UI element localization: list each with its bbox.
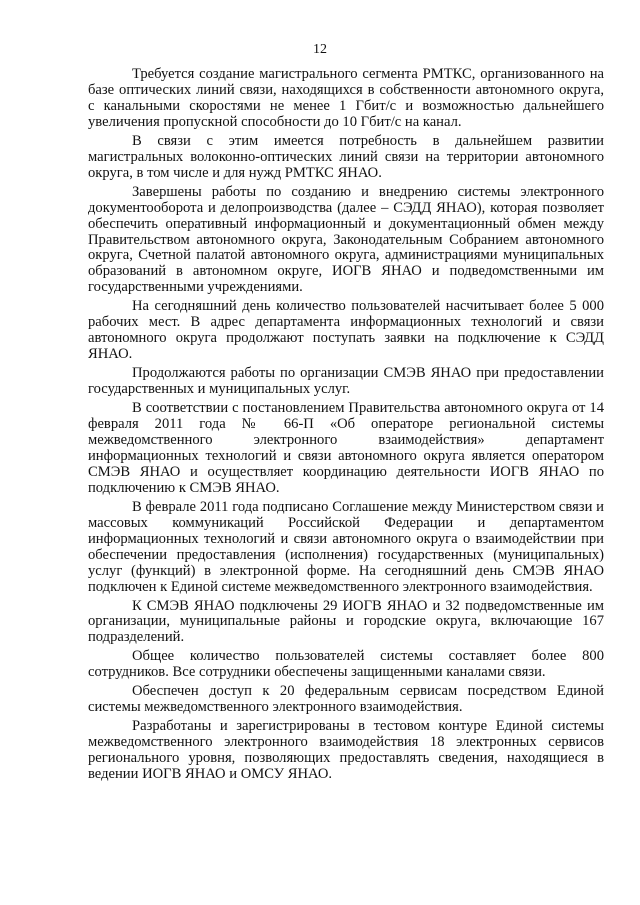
- paragraph: Продолжаются работы по организации СМЭВ ЯНАО при предоставлении государственных и муниципальных услуг.: [88, 365, 604, 398]
- paragraph: К СМЭВ ЯНАО подключены 29 ИОГВ ЯНАО и 32 подведомственные им организации, муниципальные районы и городские округа, включающие 167 подразделений.: [88, 597, 604, 646]
- page-number: 12: [313, 42, 327, 57]
- paragraph: Завершены работы по созданию и внедрению системы электронного документооборота и делопроизводства (далее – СЭДД ЯНАО), которая позволяет обеспечить оперативный информационный и документационный обмен между Правительством автономного округа, Законодательным Собранием автономного округа, Счетной палатой автономного округа, администрациями муниципальных образований в автономном округе, ИОГВ ЯНАО и подведомственными им государственными учреждениями.: [88, 183, 604, 296]
- paragraph: В связи с этим имеется потребность в дальнейшем развитии магистральных волоконно-оптических линий связи на территории автономного округа, в том числе и для нужд РМТКС ЯНАО.: [88, 132, 604, 181]
- paragraph: В соответствии с постановлением Правительства автономного округа от 14 февраля 2011 года № 66-П «Об операторе региональной системы межведомственного электронного взаимодействия» департамент информационных технологий и связи автономного округа является оператором СМЭВ ЯНАО и осуществляет координацию деятельности ИОГВ ЯНАО по подключению к СМЭВ ЯНАО.: [88, 400, 604, 496]
- paragraph: В феврале 2011 года подписано Соглашение между Министерством связи и массовых коммуникаций Российской Федерации и департаментом информационных технологий и связи автономного округа о взаимодействии при обеспечении предоставления (исполнения) государственных (муниципальных) услуг (функций) в электронной форме. На сегодняшний день СМЭВ ЯНАО подключен к Единой системе межведомственного электронного взаимодействия.: [88, 498, 604, 595]
- paragraph: Обеспечен доступ к 20 федеральным сервисам посредством Единой системы межведомственного электронного взаимодействия.: [88, 683, 604, 716]
- paragraph: Общее количество пользователей системы составляет более 800 сотрудников. Все сотрудники обеспечены защищенными каналами связи.: [88, 648, 604, 681]
- paragraph: На сегодняшний день количество пользователей насчитывает более 5 000 рабочих мест. В адрес департамента информационных технологий и связи автономного округа продолжают поступать заявки на подключение к СЭДД ЯНАО.: [88, 298, 604, 363]
- paragraph: Разработаны и зарегистрированы в тестовом контуре Единой системы межведомственного электронного взаимодействия 18 электронных сервисов регионального уровня, позволяющих предоставлять сведения, находящиеся в ведении ИОГВ ЯНАО и ОМСУ ЯНАО.: [88, 718, 604, 783]
- document-body: [88, 67, 604, 786]
- paragraph: Требуется создание магистрального сегмента РМТКС, организованного на базе оптических линий связи, находящихся в собственности автономного округа, с канальными скоростями не менее 1 Гбит/с и возможностью дальнейшего увеличения пропускной способности до 10 Гбит/с на канал.: [88, 66, 604, 130]
